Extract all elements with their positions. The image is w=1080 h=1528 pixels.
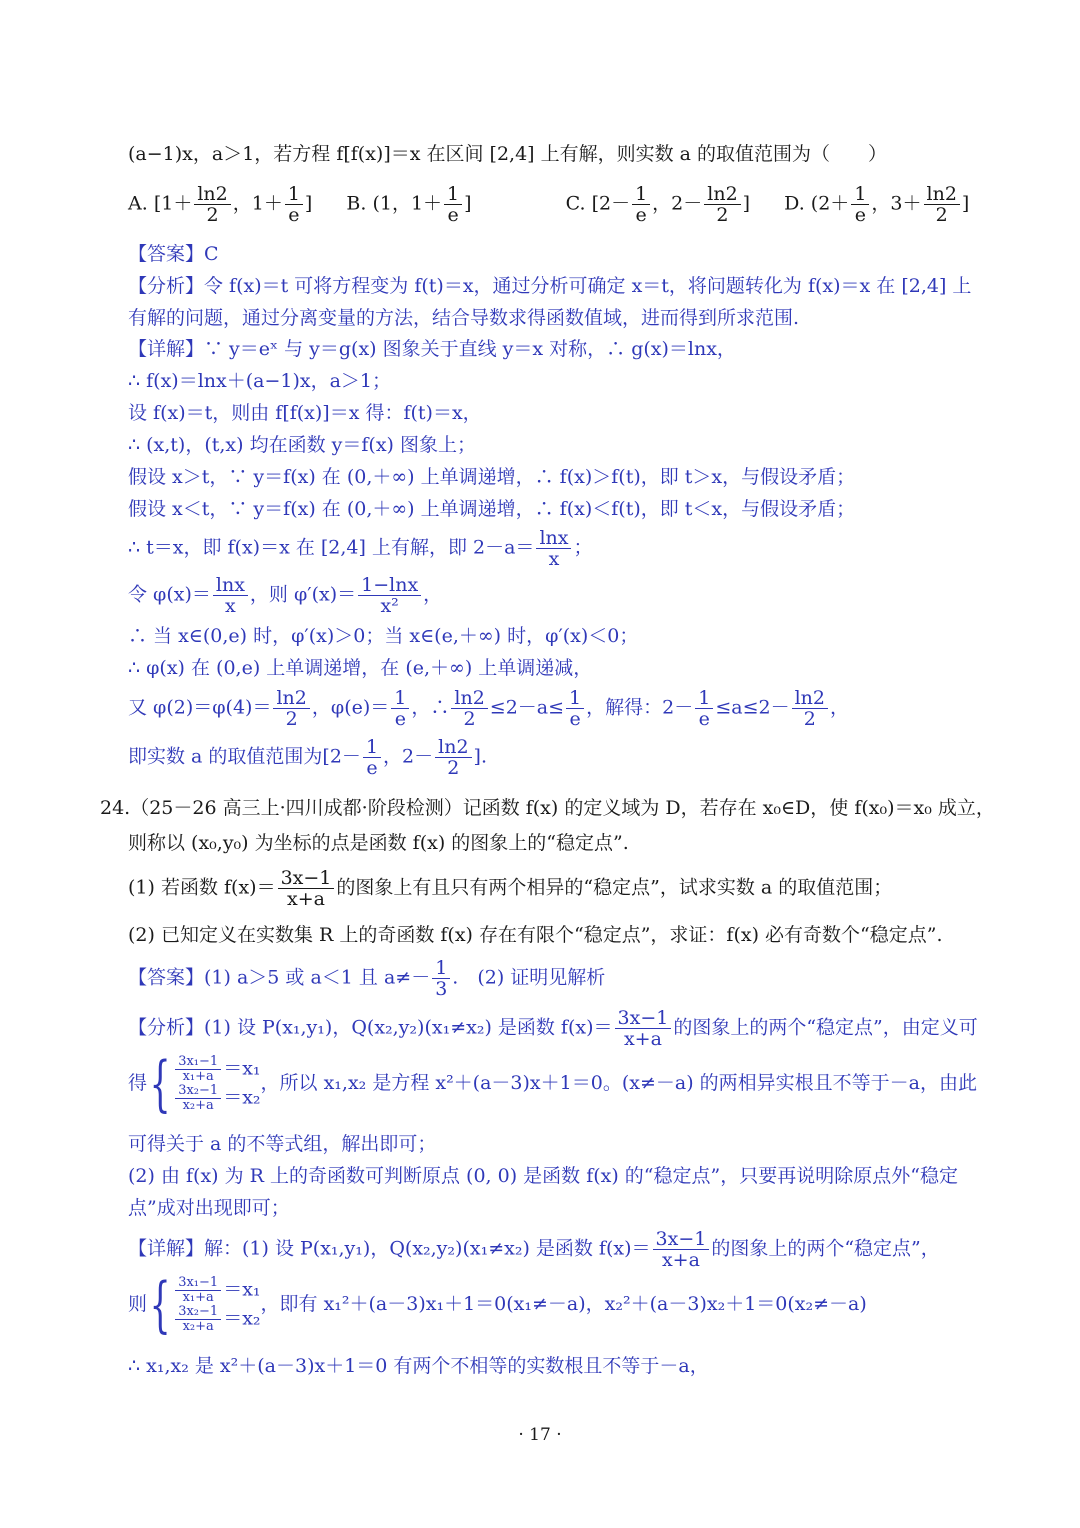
q23-detail-line9: ∴ 当 x∈(0,e) 时，φ′(x)＞0；当 x∈(e,＋∞) 时，φ′(x)＜0； bbox=[128, 625, 639, 647]
fraction: $\frac{\ln x}{x}$ bbox=[213, 575, 248, 616]
q24-part2: (2) 已知定义在实数集 R 上的奇函数 f(x) 存在有限个“稳定点”，求证：f(x) 必有奇数个“稳定点”. bbox=[128, 924, 943, 946]
fraction: $\frac{1-\ln x}{\text{x²}}$ bbox=[358, 575, 421, 616]
q24-analysis-line4: (2) 由 f(x) 为 R 上的奇函数可判断原点 (0, 0) 是函数 f(x) 的“稳定点”，只要再说明除原点外“稳定 bbox=[128, 1165, 958, 1187]
q24-stem-line1: 24.（25－26 高三上·四川成都·阶段检测）记函数 f(x) 的定义域为 D，若存在 x₀∈D，使 f(x₀)＝x₀ 成立， bbox=[100, 797, 995, 819]
fraction: $\frac{3x-1}{x+a}$ bbox=[615, 1008, 672, 1049]
fraction: $\frac{1}{e}$ bbox=[363, 737, 381, 778]
option-b: B. (1，1＋ $\frac{1}{e}$ ] bbox=[346, 183, 472, 226]
q23-detail-line8: 令 φ(x)＝ $\frac{\ln x}{x}$ ，则 φ′(x)＝ $\frac{1-\ln x}{\text{x²}}$ ， bbox=[128, 574, 443, 617]
fraction: $\frac{\ln 2}{2}$ bbox=[924, 184, 960, 225]
q23-detail-line2: ∴ f(x)＝lnx＋(a−1)x，a＞1； bbox=[128, 370, 392, 392]
q24-detail-line2: 则{ $\frac{\text{3x₁−1}}{\text{x₁+a}}$ ＝x₁ $\frac{\text{3x₂−1}}{\text{x₂+a}}$ ＝x₂ ，即有 x₁²＋(a－3)x₁＋1＝0(x₁≠－a)，x₂²＋(a－3)x₂＋1＝0(x₂≠－a) bbox=[128, 1270, 867, 1340]
fraction: $\frac{1}{e}$ bbox=[851, 184, 869, 225]
q23-stem: (a−1)x，a＞1，若方程 f[f(x)]＝x 在区间 [2,4] 上有解，则实数 a 的取值范围为（ ） bbox=[128, 143, 888, 165]
q24-detail-line3: ∴ x₁,x₂ 是 x²＋(a－3)x＋1＝0 有两个不相等的实数根且不等于－a， bbox=[128, 1355, 709, 1377]
q24-part1: (1) 若函数 f(x)＝ $\frac{3x-1}{x+a}$ 的图象上有且只有两个相异的“稳定点”，试求实数 a 的取值范围； bbox=[128, 867, 893, 910]
q23-detail-line5: 假设 x＞t，∵ y＝f(x) 在 (0,＋∞) 上单调递增，∴ f(x)＞f(t)，即 t＞x，与假设矛盾； bbox=[128, 466, 856, 488]
fraction: $\frac{3x-1}{x+a}$ bbox=[278, 868, 335, 909]
fraction: $\frac{1}{e}$ bbox=[566, 688, 584, 729]
fraction: $\frac{1}{e}$ bbox=[285, 184, 303, 225]
fraction: $\frac{\ln 2}{2}$ bbox=[273, 688, 309, 729]
fraction: $\frac{\ln x}{x}$ bbox=[536, 528, 571, 569]
option-c: C. [2－ $\frac{1}{e}$ ，2－ $\frac{\ln 2}{2}$ ] bbox=[565, 183, 751, 226]
q24-analysis-line5: 点”成对出现即可； bbox=[128, 1197, 290, 1219]
equation-system: $\frac{\text{3x₁−1}}{\text{x₁+a}}$ ＝x₁ $\frac{\text{3x₂−1}}{\text{x₂+a}}$ ＝x₂ bbox=[173, 1276, 260, 1334]
fraction: $\frac{1}{e}$ bbox=[695, 688, 713, 729]
q23-detail-line10: ∴ φ(x) 在 (0,e) 上单调递增，在 (e,＋∞) 上单调递减， bbox=[128, 657, 593, 679]
q23-detail-line3: 设 f(x)＝t，则由 f[f(x)]＝x 得：f(t)＝x， bbox=[128, 402, 482, 424]
fraction: $\frac{\text{3x₁−1}}{\text{x₁+a}}$ bbox=[175, 1276, 221, 1305]
q23-detail-line11: 又 φ(2)＝φ(4)＝ $\frac{\ln 2}{2}$ ，φ(e)＝ $\frac{1}{e}$ ，∴ $\frac{\ln 2}{2}$ ≤2－a≤ $\frac{1}{e}$ ，解得：2－ $\frac{1}{e}$ ≤a≤2－ $\frac{\ln 2}{2}$ ， bbox=[128, 687, 850, 730]
q23-analysis-line1: 【分析】令 f(x)＝t 可将方程变为 f(t)＝x，通过分析可确定 x＝t，将问题转化为 f(x)＝x 在 [2,4] 上 bbox=[128, 275, 972, 297]
q24-analysis-line3: 可得关于 a 的不等式组，解出即可； bbox=[128, 1133, 437, 1155]
fraction: $\frac{1}{e}$ bbox=[444, 184, 462, 225]
fraction: $\frac{1}{e}$ bbox=[391, 688, 409, 729]
fraction: $\frac{\ln 2}{2}$ bbox=[451, 688, 487, 729]
q23-answer: 【答案】C bbox=[128, 243, 219, 265]
fraction: $\frac{\ln 2}{2}$ bbox=[435, 737, 471, 778]
q24-stem-line2: 则称以 (x₀,y₀) 为坐标的点是函数 f(x) 的图象上的“稳定点”. bbox=[128, 832, 629, 854]
fraction: $\frac{1}{e}$ bbox=[632, 184, 650, 225]
equation-system: $\frac{\text{3x₁−1}}{\text{x₁+a}}$ ＝x₁ $\frac{\text{3x₂−1}}{\text{x₂+a}}$ ＝x₂ bbox=[173, 1055, 260, 1113]
q24-analysis-line1: 【分析】(1) 设 P(x₁,y₁)，Q(x₂,y₂)(x₁≠x₂) 是函数 f(x)＝ $\frac{3x-1}{x+a}$ 的图象上的两个“稳定点”，由定义可 bbox=[128, 1007, 978, 1050]
fraction: $\frac{3x-1}{x+a}$ bbox=[653, 1229, 710, 1270]
option-a: A. [1＋ $\frac{\ln 2}{2}$ ，1＋ $\frac{1}{e}$ ] bbox=[128, 183, 313, 226]
fraction: $\frac{\ln 2}{2}$ bbox=[792, 688, 828, 729]
q23-options bbox=[128, 184, 997, 225]
q23-detail-line1: 【详解】∵ y＝eˣ 与 y＝g(x) 图象关于直线 y＝x 对称，∴ g(x)＝lnx， bbox=[128, 338, 736, 360]
fraction: $\frac{\text{3x₂−1}}{\text{x₂+a}}$ bbox=[175, 1084, 221, 1113]
q23-detail-line4: ∴ (x,t)，(t,x) 均在函数 y＝f(x) 图象上； bbox=[128, 434, 476, 456]
fraction: $\frac{\text{3x₂−1}}{\text{x₂+a}}$ bbox=[175, 1305, 221, 1334]
fraction: $\frac{\ln 2}{2}$ bbox=[704, 184, 740, 225]
fraction: $\frac{\ln 2}{2}$ bbox=[194, 184, 230, 225]
page-number: · 17 · bbox=[518, 1425, 562, 1445]
q24-detail-line1: 【详解】解：(1) 设 P(x₁,y₁)，Q(x₂,y₂)(x₁≠x₂) 是函数 f(x)＝ $\frac{3x-1}{x+a}$ 的图象上的两个“稳定点”， bbox=[128, 1228, 940, 1271]
q24-answer: 【答案】(1) a＞5 或 a＜1 且 a≠－ $\frac{1}{3}$ . (2) 证明见解析 bbox=[128, 957, 606, 1000]
fraction: $\frac{1}{3}$ bbox=[432, 958, 450, 999]
option-d: D. (2＋ $\frac{1}{e}$ ，3＋ $\frac{\ln 2}{2}$ ] bbox=[784, 183, 970, 226]
q23-detail-line12: 即实数 a 的取值范围为[2－ $\frac{1}{e}$ ，2－ $\frac{\ln 2}{2}$ ]. bbox=[128, 736, 487, 779]
q23-detail-line7: ∴ t＝x，即 f(x)＝x 在 [2,4] 上有解，即 2－a＝ $\frac{\ln x}{x}$ ； bbox=[128, 527, 593, 570]
fraction: $\frac{\text{3x₁−1}}{\text{x₁+a}}$ bbox=[175, 1055, 221, 1084]
q24-analysis-line2: 得{ $\frac{\text{3x₁−1}}{\text{x₁+a}}$ ＝x₁ $\frac{\text{3x₂−1}}{\text{x₂+a}}$ ＝x₂ ，所以 x₁,x₂ 是方程 x²＋(a－3)x＋1＝0。(x≠－a) 的两相异实根且不等于－a，由此 bbox=[128, 1049, 977, 1119]
q23-detail-line6: 假设 x＜t，∵ y＝f(x) 在 (0,＋∞) 上单调递增，∴ f(x)＜f(t)，即 t＜x，与假设矛盾； bbox=[128, 498, 856, 520]
q23-analysis-line2: 有解的问题，通过分离变量的方法，结合导数求得函数值域，进而得到所求范围. bbox=[128, 307, 800, 329]
